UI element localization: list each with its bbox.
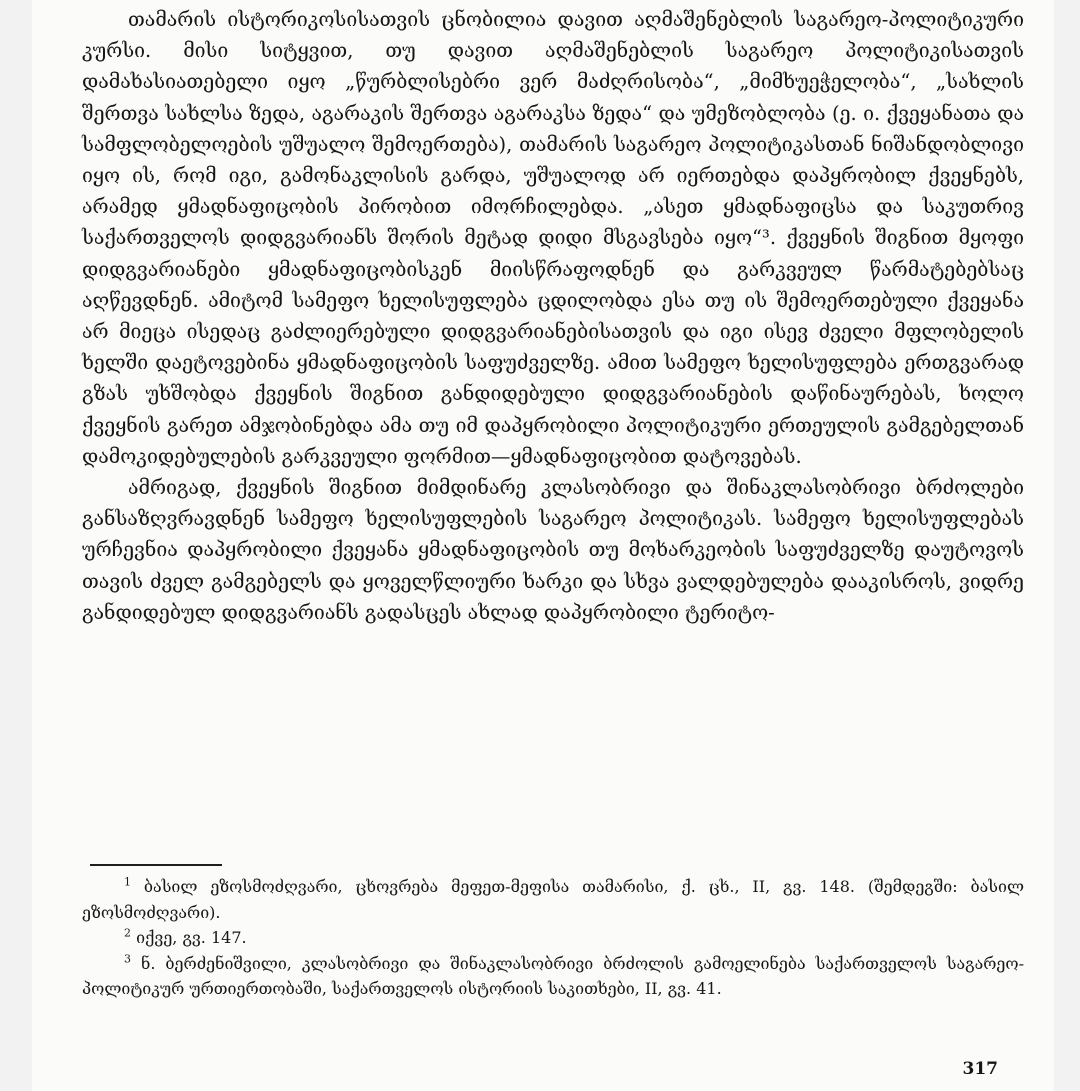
footnote-1-text: ბასილ ეზოსმოძღვარი, ცხოვრება მეფეთ-მეფისა თამარისი, ქ. ცხ., II, გვ. 148. (შემდეგში: ბასილ ეზოსმოძღვარი). [82,877,1024,922]
page-number: 317 [962,1059,998,1079]
book-page [32,0,1054,1091]
footnote-3 [82,951,1024,1002]
footnote-separator [90,864,222,866]
paragraph-1: თამარის ისტორიკოსისათვის ცნობილია დავით აღმაშენებლის საგარეო-პოლიტიკური კურსი. მისი სიტყვით, თუ დავით აღმაშენებლის საგარეო პოლიტიკისათვის დამახასიათებელი იყო „წურბლისებრი ვერ მაძღრისობა“, „მიმხუეჭელობა“, „სახლის შერთვა სახლსა ზედა, აგარაკის შერთვა აგარაკსა ზედა“ და უმეზობლობა (ე. ი. ქვეყანათა და სამფლობელოების უშუალო შემოერთება), თამარის საგარეო პოლიტიკასთან ნიშანდობლივი იყო ის, რომ იგი, გამონაკლისის გარდა, უშუალოდ არ იერთებდა დაპყრობილ ქვეყნებს, არამედ ყმადნაფიცობის პირობით იმორჩილებდა. „ასეთ ყმადნაფიცსა და საკუთრივ საქართველოს დიდგვარიანს შორის მეტად დიდი მსგავსება იყო“³. ქვეყნის შიგნით მყოფი დიდგვარიანები ყმადნაფიცობისკენ მიისწრაფოდნენ და გარკვეულ წარმატებებსაც აღწევდნენ. ამიტომ სამეფო ხელისუფლება ცდილობდა ესა თუ ის შემოერთებული ქვეყანა არ მიეცა ისედაც გაძლიერებული დიდგვარიანებისათვის და იგი ისევ ძველი მფლობელის ხელში დაეტოვებინა ყმადნაფიცობის საფუძველზე. ამით სამეფო ხელისუფლება ერთგვარად გზას უხშობდა ქვეყნის შიგნით განდიდებული დიდგვარიანების დაწინაურებას, ხოლო ქვეყნის გარეთ ამჯობინებდა ამა თუ იმ დაპყრობილი პოლიტიკური ერთეულის გამგებელთან დამოკიდებულების გარკვეული ფორმით—ყმადნაფიცობით დატოვებას. [82,8,1024,468]
footnote-1-mark: 1 [124,875,131,889]
footnotes [82,874,1024,1002]
main-text [82,4,1024,628]
footnote-2-mark: 2 [124,926,131,940]
footnote-2-text: იქვე, გვ. 147. [131,928,247,948]
paragraph-2: ამრიგად, ქვეყნის შიგნით მიმდინარე კლასობრივი და შინაკლასობრივი ბრძოლები განსაზღვრავდნენ სამეფო ხელისუფლების საგარეო პოლიტიკას. სამეფო ხელისუფლებას ურჩევნია დაპყრობილი ქვეყანა ყმადნაფიცობის თუ მოხარკეობის საფუძველზე დაუტოვოს თავის ძველ გამგებელს და ყოველწლიური ხარკი და სხვა ვალდებულება დააკისროს, ვიდრე განდიდებულ დიდგვარიანს გადასცეს ახლად დაპყრობილი ტერიტო- [82,476,1024,624]
footnote-3-mark: 3 [124,952,131,966]
footnote-3-text: ნ. ბერძენიშვილი, კლასობრივი და შინაკლასობრივი ბრძოლის გამოელინება საქართველოს საგარეო-პოლიტიკურ ურთიერთობაში, საქართველოს ისტორიის საკითხები, II, გვ. 41. [82,953,1024,999]
footnote-2 [82,925,1024,951]
footnote-1 [82,874,1024,925]
